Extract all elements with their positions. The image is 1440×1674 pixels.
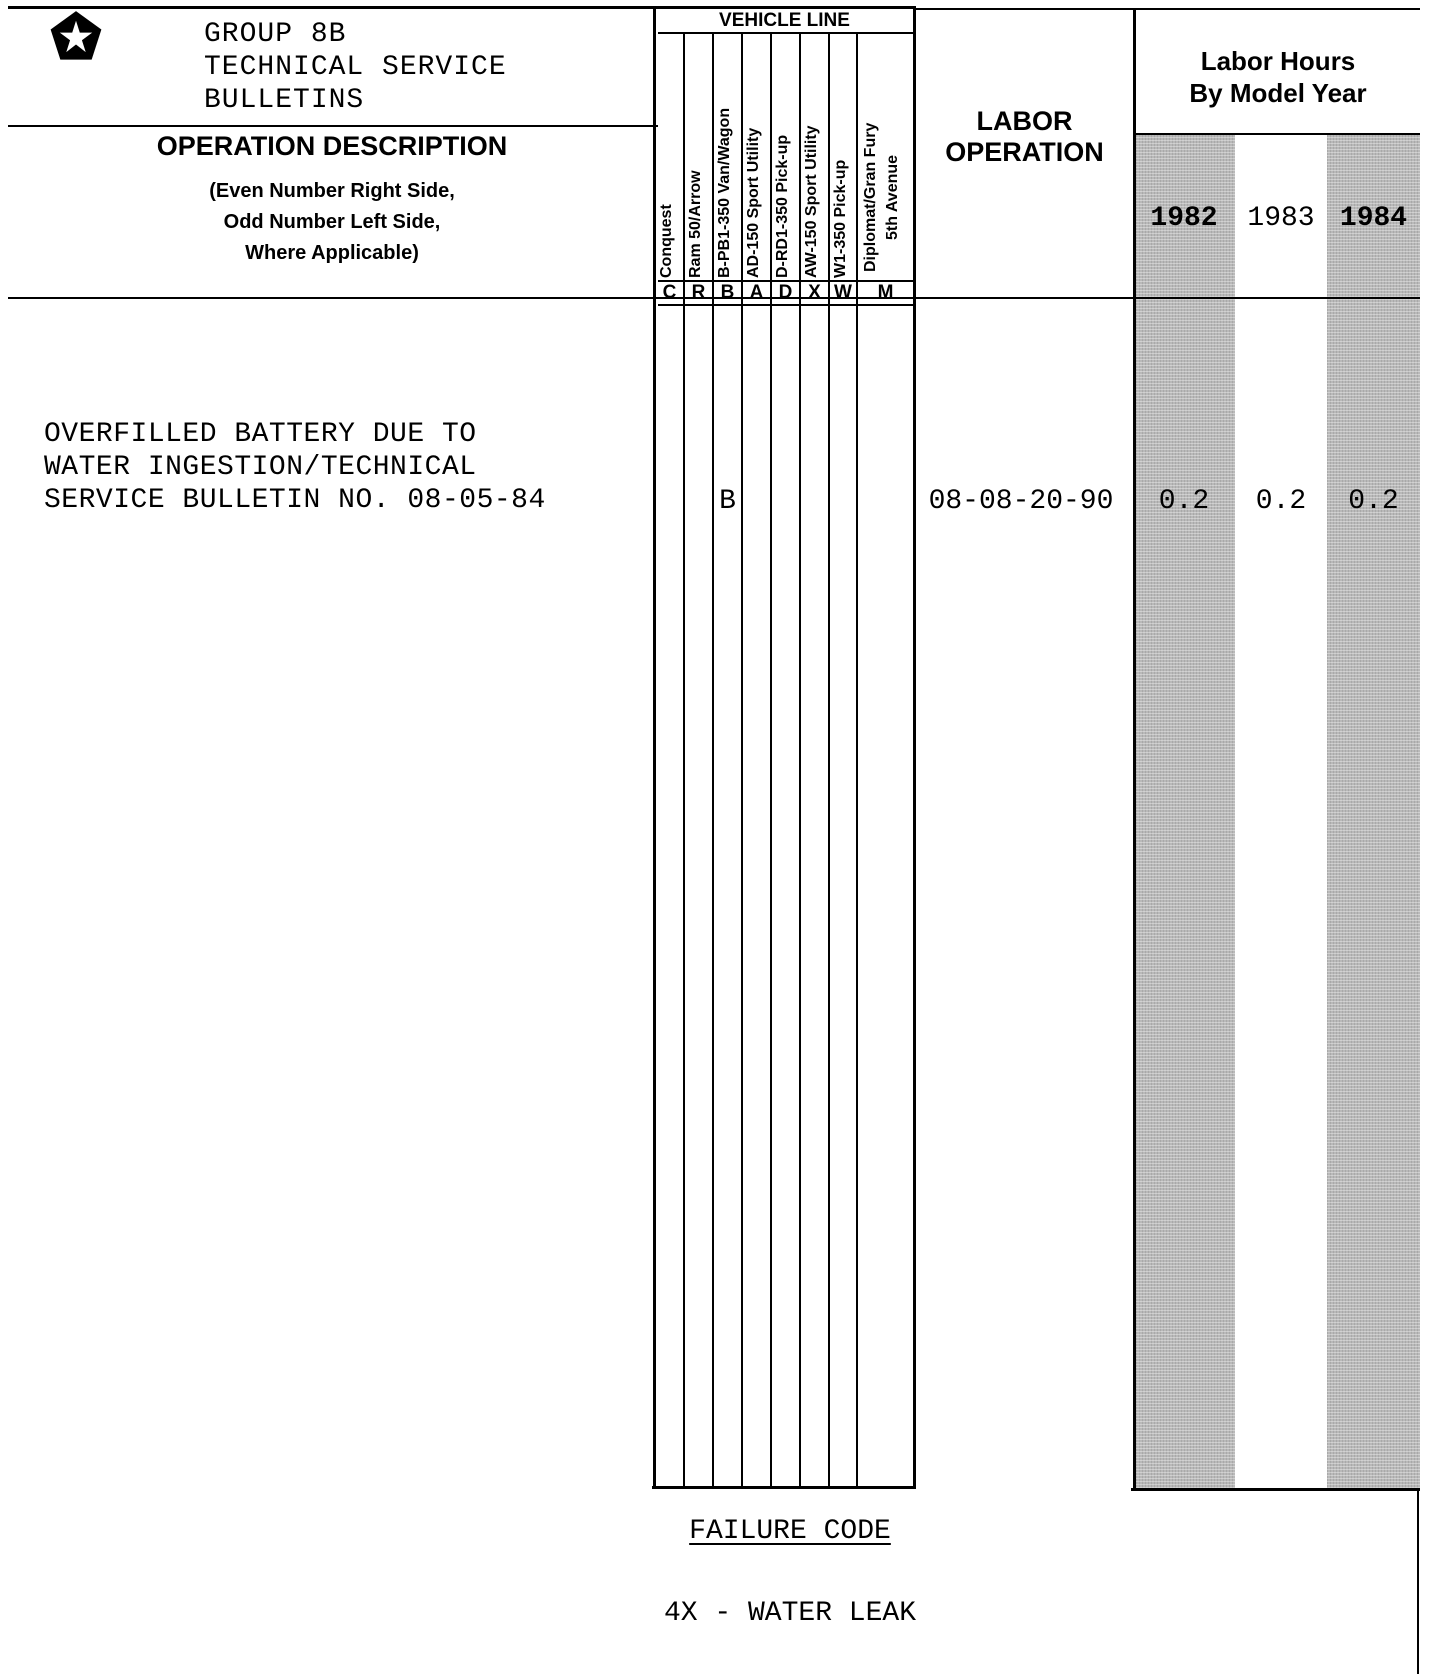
year-1982: 1982 — [1150, 203, 1218, 234]
operation-description-title: OPERATION DESCRIPTION — [156, 131, 508, 161]
labor-operation-title — [916, 106, 1133, 168]
group-title-line-1: GROUP 8B — [204, 19, 347, 50]
rule-top-left — [8, 6, 658, 9]
entry-description-line-2: WATER INGESTION/TECHNICAL — [44, 452, 477, 483]
rule-title-bottom — [8, 125, 658, 127]
labor-hours-title — [1136, 45, 1420, 109]
vehicle-code-w: W — [834, 282, 852, 303]
vehicle-name-cell — [801, 34, 828, 280]
group-title — [204, 18, 507, 117]
labor-hours-title-line-2: By Model Year — [1189, 78, 1367, 108]
vehicle-name-cell — [656, 34, 683, 280]
vehicle-code-x: X — [808, 282, 821, 303]
page-right-edge — [1417, 1490, 1419, 1674]
labor-hours-title-line-1: Labor Hours — [1200, 46, 1356, 76]
vehicle-name-cell — [858, 34, 913, 280]
labor-hours-bottom — [1131, 1488, 1420, 1491]
vehicle-name-5th-avenue: 5th Avenue — [884, 154, 901, 240]
vehicle-code-m: M — [877, 282, 894, 303]
shade-1982-column — [1133, 135, 1235, 1488]
labor-op-top — [916, 8, 1136, 10]
vehicle-line-title: VEHICLE LINE — [719, 10, 850, 31]
shade-1984-column — [1327, 135, 1420, 1488]
labor-operation-title-line-1: LABOR — [976, 106, 1073, 136]
note-line-3: Where Applicable) — [245, 242, 419, 264]
labor-operation-title-line-2: OPERATION — [945, 137, 1104, 167]
vehicle-box-bottom — [652, 1486, 916, 1489]
note-line-2: Odd Number Left Side, — [223, 211, 441, 233]
vehicle-name-cell — [743, 34, 770, 280]
note-line-1: (Even Number Right Side, — [209, 180, 455, 202]
vehicle-name-van-wagon: B-PB1-350 Van/Wagon — [716, 107, 733, 278]
vehicle-code-b: B — [720, 282, 735, 303]
vehicle-name-ram50: Ram 50/Arrow — [687, 170, 704, 278]
vehicle-box-right — [913, 6, 916, 1489]
vehicle-name-w-pickup: W1-350 Pick-up — [832, 159, 849, 278]
entry-description-line-3: SERVICE BULLETIN NO. 08-05-84 — [44, 485, 546, 516]
vehicle-name-diplomat: Diplomat/Gran Fury — [862, 122, 879, 272]
vehicle-code-r: R — [691, 282, 706, 303]
vehicle-name-cell — [714, 34, 741, 280]
entry-hours-1984: 0.2 — [1348, 486, 1399, 517]
labor-hours-top — [1136, 8, 1420, 10]
pentastar-logo — [48, 10, 104, 64]
entry-labor-operation: 08-08-20-90 — [928, 486, 1114, 517]
vehicle-name-conquest: Conquest — [658, 204, 675, 278]
vehicle-code-a: A — [749, 282, 764, 303]
vehicle-name-cell — [830, 34, 856, 280]
vehicle-code-c: C — [662, 282, 677, 303]
vehicle-name-aw150: AW-150 Sport Utility — [803, 125, 820, 278]
vehicle-code-d: D — [778, 282, 793, 303]
entry-vehicle-mark: B — [719, 486, 736, 517]
entry-description-line-1: OVERFILLED BATTERY DUE TO — [44, 419, 477, 450]
year-1984: 1984 — [1339, 203, 1408, 234]
vehicle-name-cell — [772, 34, 799, 280]
labor-hours-title-rule — [1136, 133, 1420, 135]
entry-description — [44, 418, 546, 517]
year-1983: 1983 — [1247, 203, 1315, 234]
vehicle-name-cell — [685, 34, 712, 280]
group-title-line-3: BULLETINS — [204, 85, 365, 116]
group-title-line-2: TECHNICAL SERVICE — [204, 52, 507, 83]
failure-code-value: 4X - WATER LEAK — [663, 1598, 917, 1629]
vehicle-name-d-pickup: D-RD1-350 Pick-up — [774, 134, 791, 278]
vehicle-name-ad150: AD-150 Sport Utility — [745, 127, 762, 278]
operation-description-note — [8, 176, 656, 269]
entry-hours-1982: 0.2 — [1158, 486, 1210, 517]
code-row-bottom — [658, 304, 916, 306]
entry-hours-1983: 0.2 — [1255, 486, 1307, 517]
failure-code-title: FAILURE CODE — [689, 1516, 891, 1547]
